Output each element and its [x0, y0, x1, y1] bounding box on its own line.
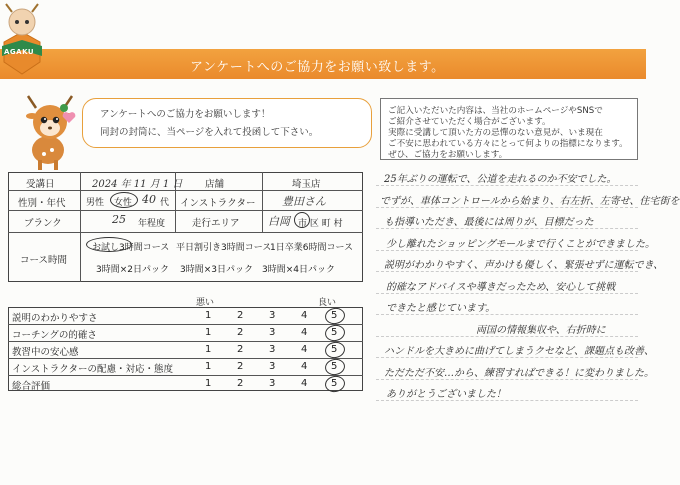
notice-line: ご記入いただいた内容は、当社のホームページやSNSで	[388, 106, 603, 116]
course-circle-mark	[86, 237, 132, 252]
rating-scale-number: 3	[269, 361, 276, 372]
comment-line: ただただ不安…から、練習すればできる！に変わりました。	[384, 367, 654, 379]
course-option: 1日卒業6時間コース	[270, 243, 354, 253]
bubble-line-1: アンケートへのご協力をお願いします！	[100, 109, 271, 120]
gender-female: 女性	[114, 198, 133, 208]
rating-item-label: 説明のわかりやすさ	[12, 313, 98, 324]
rating-row-divider	[8, 324, 363, 325]
rating-scale-number: 4	[301, 361, 308, 372]
info-col-divider	[262, 172, 263, 232]
comment-line: 両国の情報集収や、右折時に	[476, 324, 606, 336]
date-label: 受講日	[26, 179, 55, 190]
notice-line: 実際に受講して頂いた方の忌憚のない意見が、いま現在	[388, 128, 603, 138]
comment-line: も指導いただき、最後には周りが、目標だった	[384, 217, 594, 228]
rating-scale-number: 4	[301, 327, 308, 338]
comment-guide-line	[376, 185, 638, 186]
comment-line: ハンドルを大きめに曲げてしまうクセなど、課題点も改善、	[384, 346, 654, 357]
rating-scale-number: 4	[301, 310, 308, 321]
blank-label: ブランク	[24, 218, 62, 229]
info-col-divider	[80, 172, 81, 282]
rating-scale-number: 1	[205, 310, 212, 321]
comment-guide-line	[376, 207, 638, 208]
store-value: 埼玉店	[292, 179, 321, 190]
rating-scale-number: 4	[301, 378, 308, 389]
rating-item-label: インストラクターの配慮・対応・態度	[12, 364, 174, 375]
rating-scale-number: 3	[269, 378, 276, 389]
comment-line: できたと感じています。	[386, 303, 496, 314]
age-unit: 代	[160, 198, 170, 208]
rating-scale-number: 1	[205, 361, 212, 372]
rating-item-label: 総合評価	[12, 381, 51, 392]
bad-label: 悪い	[196, 298, 215, 308]
rating-scale-number: 4	[301, 344, 308, 355]
rating-scale-number: 2	[237, 327, 244, 338]
comment-guide-line	[376, 379, 638, 380]
course-option: 平日割引き3時間コース	[176, 243, 272, 253]
gender-age-label: 性別・年代	[18, 198, 66, 209]
gender-circle-mark	[110, 192, 138, 208]
rating-scale-number: 3	[269, 327, 276, 338]
comment-line: ありがとうございました！	[386, 389, 506, 400]
rating-scale-number: 1	[205, 327, 212, 338]
comment-guide-line	[376, 293, 638, 294]
rating-scale-number: 2	[237, 361, 244, 372]
comment-line: でずが、車体コントロールから始まり、右左折、左寄せ、住宅街を	[380, 195, 680, 207]
good-label: 良い	[318, 298, 337, 308]
rating-row-divider	[8, 341, 363, 342]
blank-unit: 年程度	[138, 219, 166, 229]
area-circle-mark	[294, 212, 310, 228]
age-value: 40	[142, 193, 156, 206]
rating-row-divider	[8, 375, 363, 376]
comment-line: 25年ぶりの運転で、公道を走れるのか不安でした。	[384, 174, 617, 185]
comment-line: 少し離れたショッピングモールまで行くことができました。	[386, 238, 655, 250]
rating-scale-number: 1	[205, 378, 212, 389]
area-label: 走行エリア	[192, 218, 240, 229]
rating-scale-number: 5	[331, 361, 338, 372]
rating-item-label: コーチングの的確さ	[12, 330, 97, 341]
heart-icon	[62, 112, 76, 124]
course-option: お試し3時間コース	[92, 243, 170, 253]
rating-scale-number: 5	[331, 327, 338, 338]
area-value: 白岡	[268, 215, 290, 228]
comment-guide-line	[376, 336, 638, 337]
area-units: 市 区 町 村	[298, 219, 343, 229]
notice-line: ご紹介させていただく場合がございます。	[388, 117, 551, 127]
info-row-divider	[8, 210, 363, 211]
gender-male: 男性	[86, 198, 105, 208]
info-row-divider	[8, 232, 363, 233]
comment-line: 説明がわかりやすく、声かけも優しく、緊張せずに運転でき、	[384, 260, 664, 271]
instructor-label: インストラクター	[180, 198, 256, 209]
comment-guide-line	[376, 400, 638, 401]
instructor-value: 豊田さん	[282, 195, 326, 208]
page-title: アンケートへのご協力をお願い致します。	[190, 60, 445, 75]
course-option: 3時間×3日パック	[180, 265, 253, 275]
comment-line: 的確なアドバイスや導きだったため、安心して挑戦	[386, 281, 616, 293]
rating-scale-number: 2	[237, 344, 244, 355]
comment-guide-line	[376, 250, 638, 251]
rating-scale-number: 2	[237, 310, 244, 321]
logo-shield-icon	[0, 2, 44, 84]
rating-scale-number: 3	[269, 344, 276, 355]
notice-line: ぜひ、ご協力をお願いします。	[388, 150, 508, 160]
rating-scale-number: 3	[269, 310, 276, 321]
store-label: 店舗	[205, 179, 225, 190]
rating-scale-number: 5	[331, 344, 338, 355]
rating-item-label: 教習中の安心感	[12, 347, 79, 358]
course-option: 3時間×4日パック	[262, 265, 335, 275]
deer-mascot-icon	[18, 92, 82, 172]
notice-line: ご不安に思われている方々にとって何よりの指標になります。	[388, 139, 628, 149]
blank-value: 25	[112, 213, 126, 226]
comment-guide-line	[376, 228, 638, 229]
rating-scale-number: 1	[205, 344, 212, 355]
comment-guide-line	[376, 271, 638, 272]
bubble-line-2: 同封の封筒に、当ページを入れて投函して下さい。	[100, 127, 319, 138]
comment-guide-line	[376, 314, 638, 315]
comment-guide-line	[376, 357, 638, 358]
rating-scale-number: 5	[331, 378, 338, 389]
rating-row-divider	[8, 358, 363, 359]
rating-scale-number: 5	[331, 310, 338, 321]
logo-text: AGAKU	[4, 48, 35, 56]
rating-scale-number: 2	[237, 378, 244, 389]
date-value: 2024 年 11 月 1 日	[92, 179, 183, 190]
course-label: コース時間	[20, 255, 68, 266]
course-option: 3時間×2日パック	[96, 265, 169, 275]
info-row-divider	[8, 190, 363, 191]
